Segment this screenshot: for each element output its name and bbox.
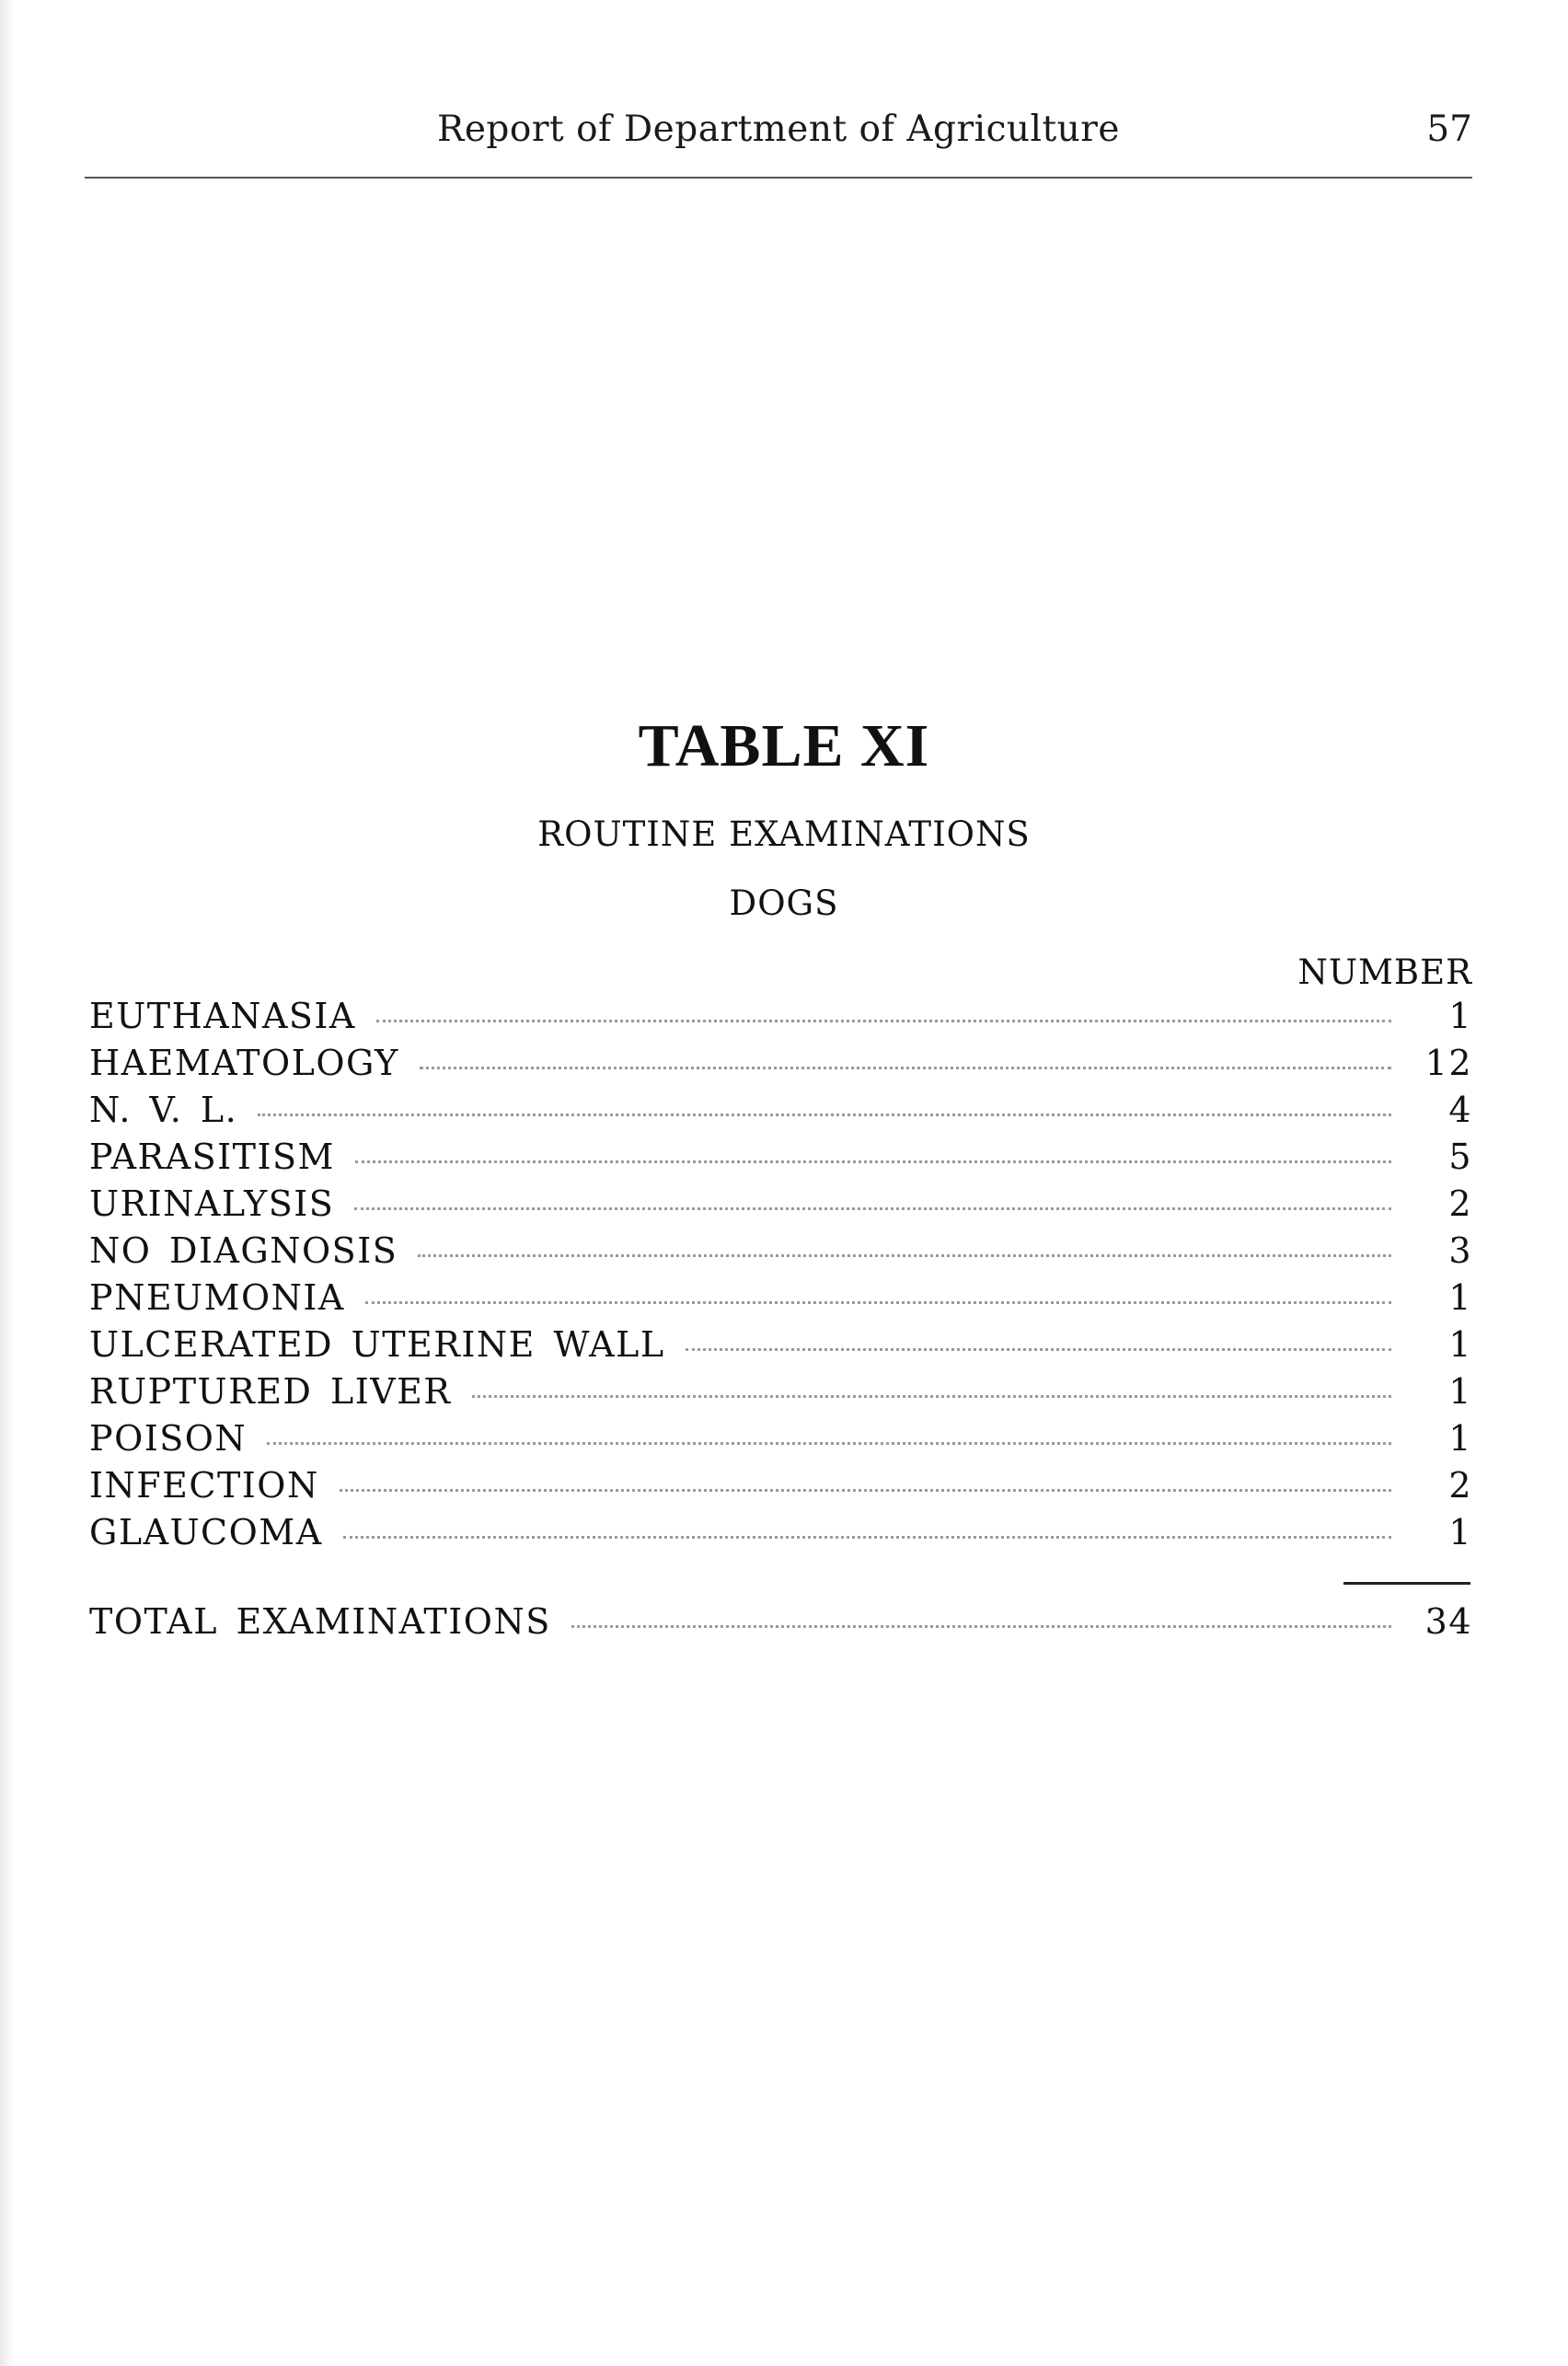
dot-leader xyxy=(355,1160,1391,1163)
table-row xyxy=(89,1277,1472,1324)
dot-leader xyxy=(365,1300,1391,1304)
row-value: 12 xyxy=(1424,1043,1472,1083)
total-row xyxy=(89,1601,1472,1648)
row-value: 1 xyxy=(1448,1277,1472,1318)
row-value: 3 xyxy=(1448,1230,1472,1271)
dot-leader xyxy=(571,1624,1391,1628)
table-subtitle: ROUTINE EXAMINATIONS xyxy=(537,814,1031,854)
running-head xyxy=(85,109,1472,164)
row-value: 1 xyxy=(1448,1371,1472,1412)
row-value: 1 xyxy=(1448,1418,1472,1459)
total-value: 34 xyxy=(1424,1601,1472,1642)
dot-leader xyxy=(267,1441,1391,1445)
table-row xyxy=(89,1043,1472,1090)
page-edge-shadow xyxy=(0,0,13,2366)
running-title: Report of Department of Agriculture xyxy=(436,109,1121,150)
dot-leader xyxy=(472,1394,1391,1398)
column-header-number: NUMBER xyxy=(1297,952,1472,992)
dot-leader xyxy=(343,1535,1391,1539)
row-value: 1 xyxy=(1448,1512,1472,1552)
table-species: DOGS xyxy=(729,883,839,923)
table-row xyxy=(89,1512,1472,1559)
row-label: ULCERATED UTERINE WALL xyxy=(89,1324,665,1365)
table-row xyxy=(89,1137,1472,1183)
total-rule xyxy=(1343,1582,1470,1585)
dot-leader xyxy=(258,1113,1391,1116)
row-label: N. V. L. xyxy=(89,1090,238,1130)
row-value: 5 xyxy=(1448,1137,1472,1177)
dot-leader xyxy=(376,1019,1391,1022)
row-label: URINALYSIS xyxy=(89,1183,335,1224)
table-row xyxy=(89,1324,1472,1371)
table-row xyxy=(89,1371,1472,1418)
row-label: PNEUMONIA xyxy=(89,1277,345,1318)
table-row xyxy=(89,1183,1472,1230)
row-label: PARASITISM xyxy=(89,1137,335,1177)
row-label: POISON xyxy=(89,1418,248,1459)
row-value: 1 xyxy=(1448,1324,1472,1365)
row-label: EUTHANASIA xyxy=(89,996,356,1036)
row-label: INFECTION xyxy=(89,1465,319,1506)
table-row-total xyxy=(89,1601,1472,1648)
dot-leader xyxy=(686,1347,1391,1351)
page-number: 57 xyxy=(1426,109,1472,150)
dot-leader xyxy=(418,1253,1391,1257)
row-value: 2 xyxy=(1448,1465,1472,1506)
table-row xyxy=(89,1090,1472,1137)
total-label: TOTAL EXAMINATIONS xyxy=(89,1601,551,1642)
row-label: GLAUCOMA xyxy=(89,1512,323,1552)
dot-leader xyxy=(354,1206,1391,1210)
table-row xyxy=(89,1465,1472,1512)
table-row xyxy=(89,1230,1472,1277)
table-row xyxy=(89,1418,1472,1465)
row-value: 2 xyxy=(1448,1183,1472,1224)
table-title: TABLE XI xyxy=(638,712,930,779)
table-rows xyxy=(89,996,1472,1559)
header-rule xyxy=(85,177,1472,179)
dot-leader xyxy=(420,1066,1391,1069)
row-label: RUPTURED LIVER xyxy=(89,1371,452,1412)
table-row xyxy=(89,996,1472,1043)
row-label: HAEMATOLOGY xyxy=(89,1043,399,1083)
row-value: 1 xyxy=(1448,996,1472,1036)
row-value: 4 xyxy=(1448,1090,1472,1130)
row-label: NO DIAGNOSIS xyxy=(89,1230,398,1271)
dot-leader xyxy=(340,1488,1391,1492)
